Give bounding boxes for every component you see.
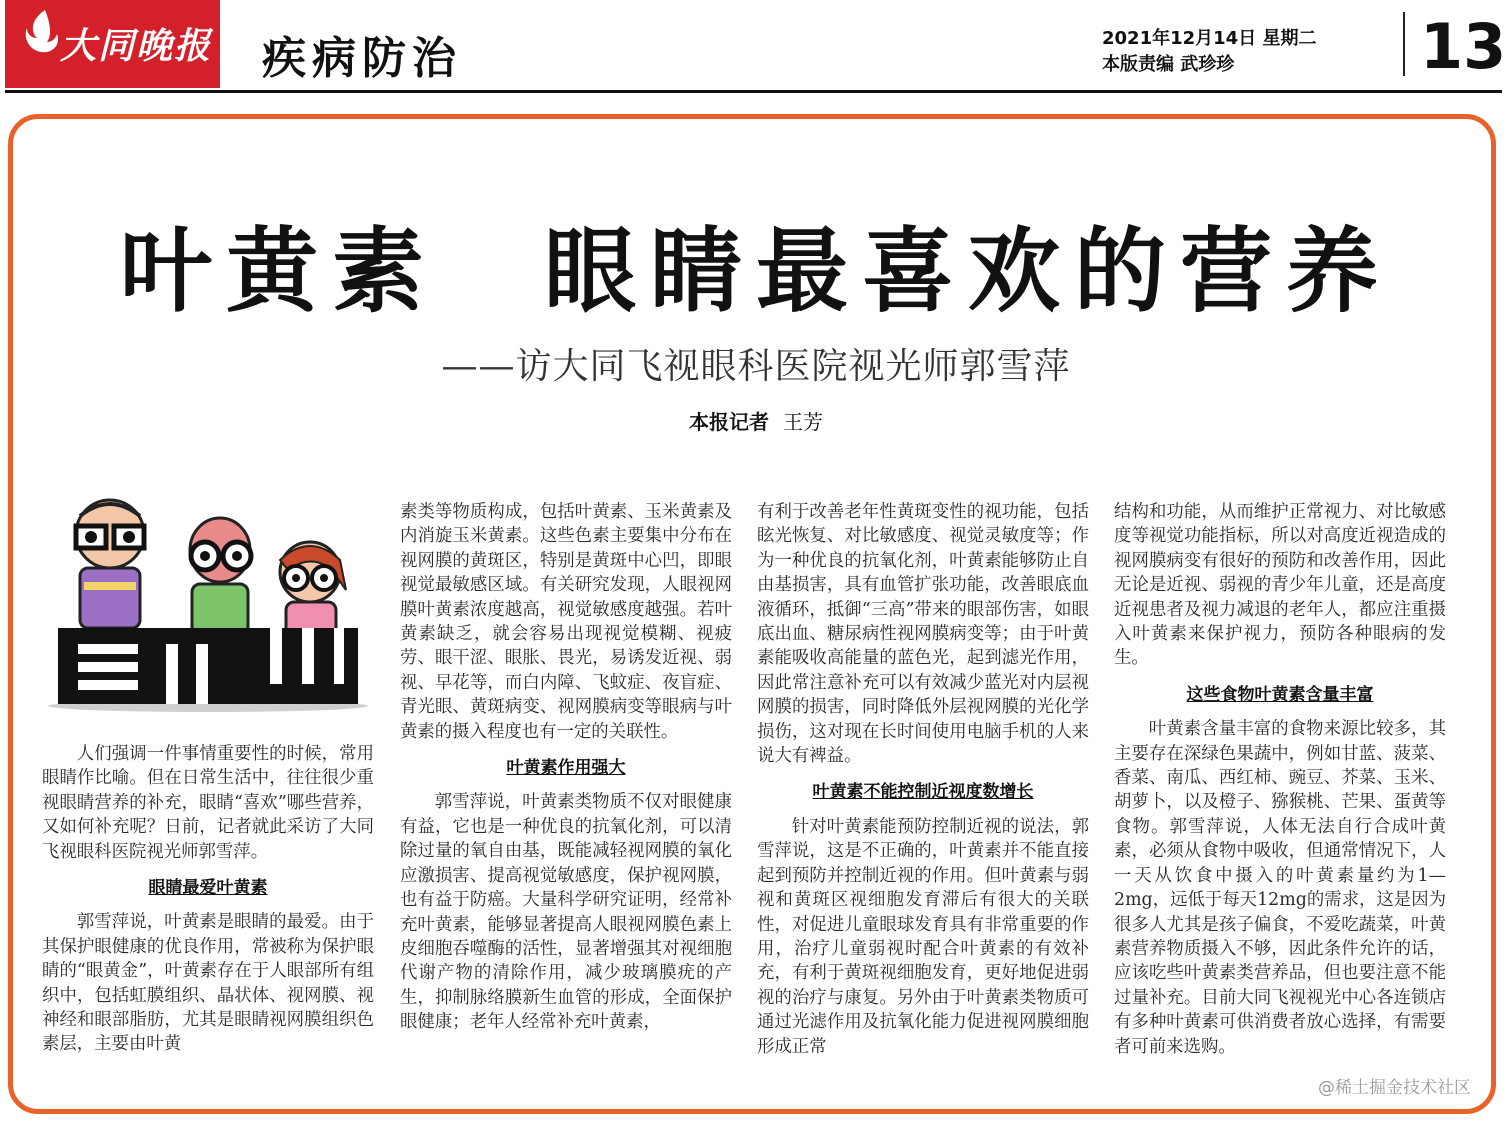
header-divider	[1403, 12, 1405, 76]
article-column-1	[42, 742, 374, 1057]
page-number: 13	[1420, 10, 1507, 83]
article-subheadline: ——访大同飞视眼科医院视光师郭雪萍	[441, 346, 1071, 387]
section-subheading: 叶黄素作用强大	[506, 758, 626, 779]
page-editor: 本版责编 武珍珍	[1102, 54, 1235, 75]
paragraph: 郭雪萍说，叶黄素是眼睛的最爱。由于其保护眼健康的优良作用，常被称为保护眼睛的“眼黄金”，叶黄素存在于人眼部所有组织中，包括虹膜组织、晶状体、视网膜、视神经和眼部脂肪，尤其是眼睛视网膜组织色素层，主要由叶黄	[42, 912, 374, 1055]
newspaper-name: 大同晚报	[60, 26, 213, 67]
eye-chart-letters	[58, 628, 358, 704]
paragraph: 人们强调一件事情重要性的时候，常用眼睛作比喻。但在日常生活中，往往很少重视眼睛营养的补充，眼睛“喜欢”哪些营养，又如何补充呢？日前，记者就此采访了大同飞视眼科医院视光师郭雪萍。	[42, 744, 374, 862]
cartoon-figure-left	[76, 500, 144, 628]
article-column-4	[1114, 500, 1446, 1059]
header-rule	[5, 90, 1502, 93]
cartoon-figure-middle	[190, 518, 251, 642]
section-title: 疾病防治	[262, 33, 462, 84]
paragraph: 郭雪萍说，叶黄素类物质不仅对眼健康有益，它也是一种优良的抗氧化剂，可以清除过量的氧自由基，既能减轻视网膜的氧化应激损害、提高视觉敏感度，保护视网膜，也有益于防癌。大量科学研究证明，经常补充叶黄素，能够显著提高人眼视网膜色素上皮细胞吞噬酶的活性，显著增强其对视细胞代谢产物的清除作用，减少玻璃膜疣的产生，抑制脉络膜新生血管的形成，全面保护眼健康；老年人经常补充叶黄素，	[400, 792, 732, 1033]
paragraph: 有利于改善老年性黄斑变性的视功能，包括眩光恢复、对比敏感度、视觉灵敏度等；作为一种优良的抗氧化剂，叶黄素能够防止自由基损害，具有血管扩张功能，改善眼底血液循环，抵御“三高”带来的眼部伤害，如眼底出血、糖尿病性视网膜病变等；由于叶黄素能吸收高能量的蓝色光，起到滤光作用，因此常注意补充可以有效减少蓝光对内层视网膜的损害，同时降低外层视网膜的光化学损伤，这对现在长时间使用电脑手机的人来说大有裨益。	[757, 502, 1089, 767]
watermark: @稀土掘金技术社区	[1318, 1078, 1471, 1098]
article-column-2	[400, 500, 732, 1035]
newspaper-logo	[5, 0, 220, 88]
section-subheading: 眼睛最爱叶黄素	[148, 878, 268, 899]
issue-date: 2021年12月14日 星期二	[1102, 28, 1317, 49]
section-subheading: 叶黄素不能控制近视度数增长	[812, 782, 1034, 803]
section-subheading: 这些食物叶黄素含量丰富	[1186, 684, 1374, 705]
byline-name: 王芳	[783, 410, 823, 434]
cartoon-illustration	[40, 498, 376, 718]
paragraph: 结构和功能，从而维护正常视力、对比敏感度等视觉功能指标，所以对高度近视造成的视网膜病变有很好的预防和改善作用，因此无论是近视、弱视的青少年儿童，还是高度近视患者及视力减退的老年人，都应注重摄入叶黄素来保护视力，预防各种眼病的发生。	[1114, 502, 1446, 669]
flame-logo-icon	[23, 8, 63, 54]
byline	[0, 406, 1512, 435]
article-column-3	[757, 500, 1089, 1059]
byline-label: 本报记者	[689, 410, 769, 434]
paragraph: 叶黄素含量丰富的食物来源比较多，其主要存在深绿色果蔬中，例如甘蓝、菠菜、香菜、南瓜、西红柿、豌豆、芥菜、玉米、胡萝卜，以及橙子、猕猴桃、芒果、蛋黄等食物。郭雪萍说，人体无法自行合成叶黄素，必须从食物中吸收，但通常情况下，人一天从饮食中摄入的叶黄素量约为1—2mg，远低于每天12mg的需求，这是因为很多人尤其是孩子偏食，不爱吃蔬菜，叶黄素营养物质摄入不够，因此条件允许的话，应该吃些叶黄素类营养品，但也要注意不能过量补充。目前大同飞视视光中心各连锁店有多种叶黄素可供消费者放心选择，有需要者可前来选购。	[1114, 719, 1446, 1057]
article-headline: 叶黄素 眼睛最喜欢的营养	[119, 218, 1392, 325]
paragraph: 素类等物质构成，包括叶黄素、玉米黄素及内消旋玉米黄素。这些色素主要集中分布在视网膜的黄斑区，特别是黄斑中心凹，即眼视觉最敏感区域。有关研究发现，人眼视网膜叶黄素浓度越高，视觉敏感度越强。若叶黄素缺乏，就会容易出现视觉模糊、视疲劳、眼干涩、眼胀、畏光，易诱发近视、弱视、早花等，而白内障、飞蚊症、夜盲症、青光眼、黄斑病变、视网膜病变等眼病与叶黄素的摄入程度也有一定的关联性。	[400, 502, 732, 742]
paragraph: 针对叶黄素能预防控制近视的说法，郭雪萍说，这是不正确的，叶黄素并不能直接起到预防并控制近视的作用。但叶黄素与弱视和黄斑区视细胞发育滞后有很大的关联性，对促进儿童眼球发育具有非常重要的作用，治疗儿童弱视时配合叶黄素的有效补充，有利于黄斑视细胞发育，更好地促进弱视的治疗与康复。另外由于叶黄素类物质可通过光滤作用及抗氧化能力促进视网膜细胞形成正常	[757, 816, 1089, 1057]
